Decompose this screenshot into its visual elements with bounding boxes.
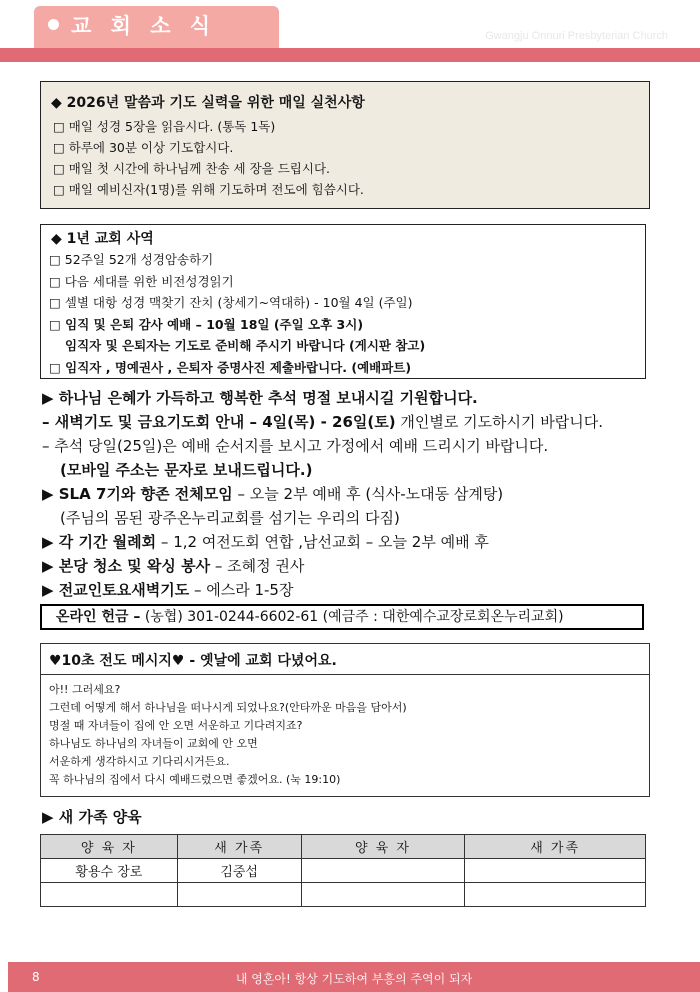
table-cell: 황용수 장로: [41, 859, 178, 883]
table-cell: [41, 883, 178, 907]
header-bar: [0, 48, 700, 62]
church-ministry-title: ◆ 1년 교회 사역: [51, 231, 154, 247]
table-cell: [301, 883, 465, 907]
notice-saturday-prayer: [42, 578, 692, 602]
table-cell: [301, 859, 465, 883]
ministry-item: □ 52주일 52개 성경암송하기: [49, 252, 214, 267]
practice-item: □ 매일 첫 시간에 하나님께 찬송 세 장을 드립시다.: [53, 161, 330, 176]
evangelism-line: 꼭 하나님의 집에서 다시 예배드렸으면 좋겠어요. (눅 19:10): [49, 773, 341, 786]
bullet-dot-icon: [48, 19, 59, 30]
evangelism-line: 명절 때 자녀들이 집에 안 오면 서운하고 기다려지죠?: [49, 719, 303, 732]
evangelism-line: 하나님도 하나님의 자녀들이 교회에 안 오면: [49, 737, 258, 750]
practice-item: □ 매일 성경 5장을 읽읍시다. (통독 1독): [53, 119, 276, 134]
daily-practice-box: [40, 81, 650, 209]
notice-chuseok-day: – 추석 당일(25일)은 예배 순서지를 보시고 가정에서 예배 드리시기 바랍니다.: [42, 437, 549, 455]
notice-dawn-prayer: [42, 410, 692, 434]
church-ministry-box: [40, 224, 646, 379]
table-cell: [465, 883, 646, 907]
page-number: 8: [32, 970, 40, 984]
notice-mobile: (모바일 주소는 문자로 보내드립니다.): [60, 461, 313, 479]
practice-item: □ 하루에 30분 이상 기도합시다.: [53, 140, 234, 155]
notice-sla-rest: – 오늘 2부 예배 후 (식사-노대동 삼계탕): [232, 485, 504, 503]
new-family-heading: ▶ 새 가족 양육: [42, 808, 142, 826]
daily-practice-title: ◆ 2026년 말씀과 기도 실력을 위한 매일 실천사항: [51, 95, 365, 111]
notice-dawn-bold: – 새벽기도 및 금요기도회 안내 – 4일(목) - 26일(토): [42, 413, 396, 431]
column-header: 양 육 자: [41, 835, 178, 859]
notice-dawn-rest: 개인별로 기도하시기 바랍니다.: [395, 413, 604, 431]
notice-cleaning: [42, 554, 692, 578]
offering-detail: (농협) 301-0244-6602-61 (예금주 : 대한예수교장로회온누리교회): [140, 609, 564, 625]
ministry-item: □ 셀별 대항 성경 맥찾기 잔치 (창세기~역대하) - 10월 4일 (주일): [49, 295, 413, 310]
notice-sla-motto: (주님의 몸된 광주온누리교회를 섬기는 우리의 다짐): [60, 509, 400, 527]
footer-motto: 내 영혼아! 항상 기도하여 부흥의 주역이 되자: [235, 972, 473, 986]
online-offering: [40, 604, 644, 630]
evangelism-message-box: [40, 643, 650, 797]
column-header: 양 육 자: [301, 835, 465, 859]
evangelism-line: 아!! 그러세요?: [49, 683, 121, 696]
ministry-item: □ 임직자 , 명예권사 , 은퇴자 증명사진 제출바랍니다. (예배파트): [49, 359, 412, 375]
notice-cleaning-bold: ▶ 본당 청소 및 왁싱 봉사: [42, 557, 211, 575]
table-row: [41, 859, 646, 883]
evangelism-body: [49, 681, 407, 789]
notice-chuseok: ▶ 하나님 은혜가 가득하고 행복한 추석 명절 보내시길 기원합니다.: [42, 389, 478, 407]
table-row: [41, 883, 646, 907]
section-title-text: 교 회 소 식: [71, 14, 217, 38]
ministry-item-note: 임직자 및 은퇴자는 기도로 준비해 주시기 바랍니다 (게시판 참고): [65, 338, 426, 353]
church-name: Gwangju Onnuri Presbyterian Church: [485, 30, 668, 42]
divider: [41, 674, 649, 675]
evangelism-title: ♥10초 전도 메시지♥ - 옛날에 교회 다녔어요.: [49, 653, 337, 669]
evangelism-line: 그런데 어떻게 해서 하나님을 떠나시게 되었나요?(안타까운 마음을 담아서): [49, 701, 407, 714]
new-family-table: [40, 834, 646, 907]
practice-item: □ 매일 예비신자(1명)를 위해 기도하며 전도에 힘씁시다.: [53, 182, 364, 197]
evangelism-line: 서운하게 생각하시고 기다리시거든요.: [49, 755, 230, 768]
table-header-row: [41, 835, 646, 859]
section-title: [48, 10, 216, 40]
notice-prayer-bold: ▶ 전교인토요새벽기도: [42, 581, 190, 599]
table-cell: [465, 859, 646, 883]
column-header: 새 가족: [177, 835, 301, 859]
column-header: 새 가족: [465, 835, 646, 859]
notices: [42, 386, 692, 602]
notice-cleaning-rest: – 조혜정 권사: [210, 557, 305, 575]
church-ministry-list: [49, 249, 425, 378]
notice-prayer-rest: – 에스라 1-5장: [189, 581, 294, 599]
notice-sla: [42, 482, 692, 506]
table-cell: [177, 883, 301, 907]
offering-label: 온라인 헌금 –: [56, 609, 141, 625]
ministry-item: □ 임직 및 은퇴 감사 예배 – 10월 18일 (주일 오후 3시): [49, 316, 364, 332]
notice-sla-bold: ▶ SLA 7기와 향존 전체모임: [42, 485, 233, 503]
footer-bar: [8, 962, 700, 992]
ministry-item: □ 다음 세대를 위한 비전성경읽기: [49, 273, 234, 289]
notice-monthly: [42, 530, 692, 554]
notice-monthly-bold: ▶ 각 기간 월례회: [42, 533, 157, 551]
table-cell: 김중섭: [177, 859, 301, 883]
daily-practice-list: [53, 116, 364, 200]
notice-monthly-rest: – 1,2 여전도회 연합 ,남선교회 – 오늘 2부 예배 후: [156, 533, 489, 551]
